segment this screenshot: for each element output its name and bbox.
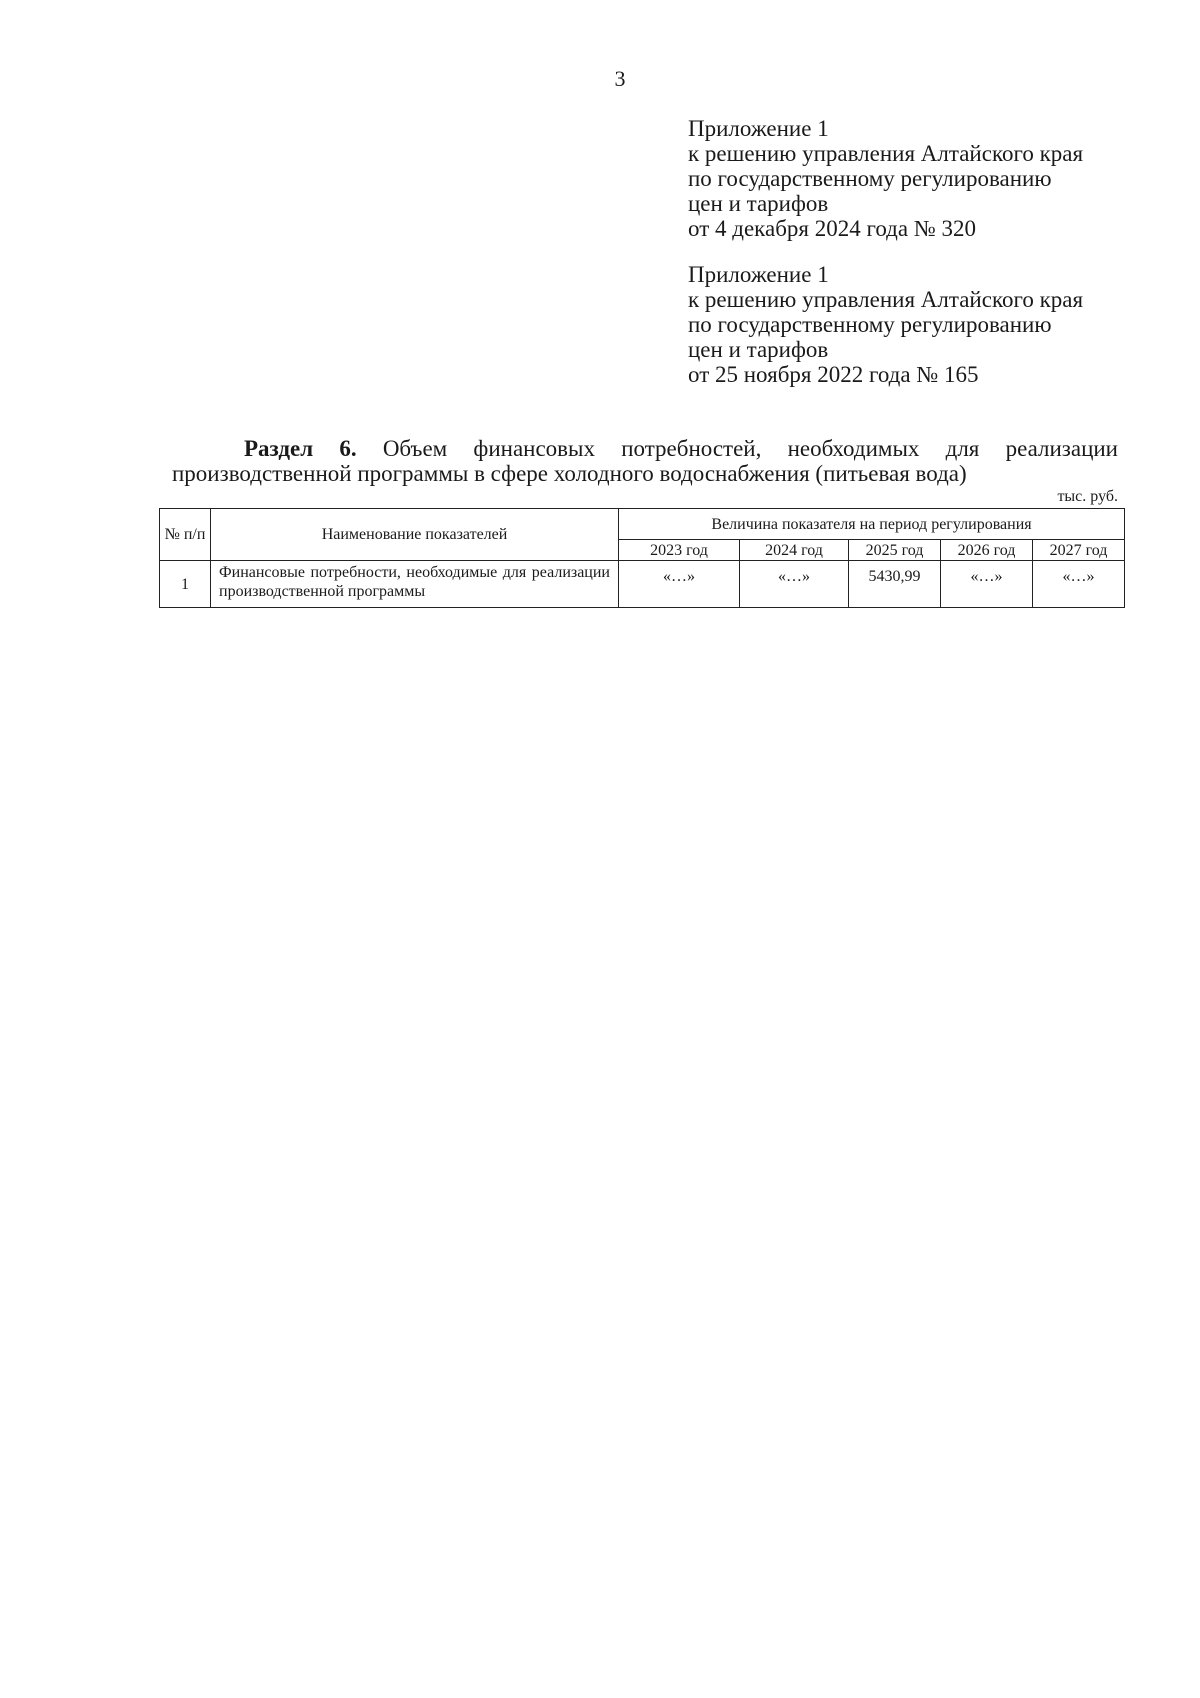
row-value: «…»	[1033, 561, 1125, 608]
column-header-group: Величина показателя на период регулирования	[619, 509, 1125, 540]
appendix-line: от 25 ноября 2022 года № 165	[688, 362, 979, 387]
row-value: «…»	[740, 561, 849, 608]
column-header-number: № п/п	[160, 509, 211, 561]
row-value: 5430,99	[849, 561, 941, 608]
column-header-year: 2025 год	[849, 540, 941, 561]
table-header-row	[160, 509, 1125, 540]
appendix-line: к решению управления Алтайского края	[688, 141, 1084, 166]
appendix-line: по государственному регулированию	[688, 166, 1052, 191]
column-header-year: 2026 год	[941, 540, 1033, 561]
appendix-line: Приложение 1	[688, 116, 829, 141]
column-header-year: 2024 год	[740, 540, 849, 561]
section-label: Раздел 6.	[244, 436, 357, 461]
section-title-part1: Объем финансовых потребностей, необходимых для реализации	[382, 436, 1118, 461]
appendix-header-current	[688, 116, 1083, 241]
row-value: «…»	[619, 561, 740, 608]
appendix-line: цен и тарифов	[688, 191, 829, 216]
appendix-line: по государственному регулированию	[688, 312, 1052, 337]
section-heading	[172, 436, 1118, 486]
row-value: «…»	[941, 561, 1033, 608]
page-number: 3	[614, 66, 626, 91]
section-heading-line1	[172, 436, 1118, 461]
row-name: Финансовые потребности, необходимые для реализации производственной программы	[211, 561, 619, 608]
column-header-year: 2027 год	[1033, 540, 1125, 561]
appendix-line: Приложение 1	[688, 262, 829, 287]
appendix-line: к решению управления Алтайского края	[688, 287, 1084, 312]
appendix-line: цен и тарифов	[688, 337, 829, 362]
table-row	[160, 561, 1125, 608]
column-header-name: Наименование показателей	[211, 509, 619, 561]
column-header-year: 2023 год	[619, 540, 740, 561]
appendix-line: от 4 декабря 2024 года № 320	[688, 216, 977, 241]
units-label: тыс. руб.	[1057, 488, 1118, 505]
row-number: 1	[160, 561, 211, 608]
financial-needs-table	[159, 508, 1125, 608]
section-title-part2: производственной программы в сфере холодного водоснабжения (питьевая вода)	[172, 461, 967, 486]
appendix-header-original	[688, 262, 1083, 387]
